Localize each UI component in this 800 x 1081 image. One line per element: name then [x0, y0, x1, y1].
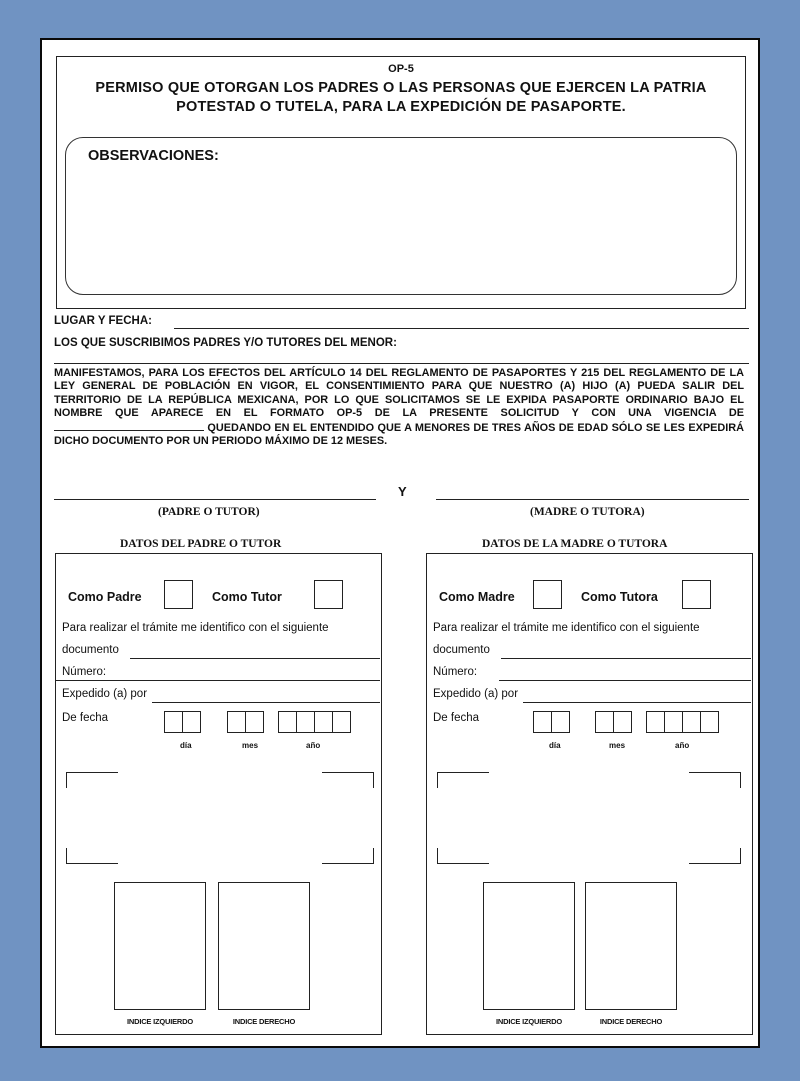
left-fingerprint-box[interactable] — [114, 882, 206, 1010]
issued-by-field[interactable] — [152, 702, 380, 703]
photo-corner-tr — [689, 772, 741, 788]
place-date-label: LUGAR Y FECHA: — [54, 315, 152, 327]
form-title-line1: PERMISO QUE OTORGAN LOS PADRES O LAS PERSONAS QUE EJERCEN LA PATRIA — [95, 80, 707, 96]
as-tutora-checkbox[interactable] — [682, 580, 711, 609]
validity-field[interactable] — [54, 421, 204, 431]
as-tutora-label: Como Tutora — [581, 590, 658, 604]
as-mother-checkbox[interactable] — [533, 580, 562, 609]
header-box — [56, 56, 746, 309]
left-index-label: INDICE IZQUIERDO — [127, 1017, 193, 1026]
day-boxes[interactable] — [533, 711, 569, 733]
as-tutor-label: Como Tutor — [212, 590, 282, 604]
as-mother-label: Como Madre — [439, 590, 515, 604]
photo-corner-tr — [322, 772, 374, 788]
left-fingerprint-box[interactable] — [483, 882, 575, 1010]
number-field[interactable] — [499, 680, 751, 681]
date-label: De fecha — [433, 712, 480, 724]
conjunction-y: Y — [398, 484, 407, 499]
left-index-label: INDICE IZQUIERDO — [496, 1017, 562, 1026]
photo-corner-tl — [437, 772, 489, 788]
month-boxes[interactable] — [595, 711, 631, 733]
consent-text-part1: MANIFESTAMOS, PARA LOS EFECTOS DEL ARTÍCULO 14 DEL REGLAMENTO DE PASAPORTES Y 215 DEL REGLAMENTO DE LA LEY GENERAL DE POBLACIÓN EN VIGOR, EL CONSENTIMIENTO PARA QUE NUESTRO (A) HIJO (A) PUEDA SALIR DEL TERRITORIO DE LA REPÚBLICA MEXICANA, POR LO QUE SOLICITAMOS SE LE EXPIDA PASAPORTE ORDINARIO BAJO EL NOMBRE QUE APARECE EN EL FORMATO OP-5 DE LA PRESENTE SOLICITUD Y CON UNA VIGENCIA DE — [54, 367, 744, 420]
consent-text-part2: QUEDANDO EN EL ENTENDIDO QUE A MENORES DE TRES AÑOS DE EDAD SÓLO SE LES EXPEDIRÁ DICHO DOCUMENTO POR UN PERIODO MÁXIMO DE 12 MESES. — [54, 421, 745, 448]
right-index-label: INDICE DERECHO — [232, 1017, 296, 1026]
as-father-label: Como Padre — [68, 590, 142, 604]
mother-panel — [426, 553, 753, 1035]
number-label: Número: — [433, 666, 478, 678]
day-label: día — [180, 741, 192, 750]
place-date-field[interactable] — [174, 328, 749, 329]
day-boxes[interactable] — [164, 711, 200, 733]
year-boxes[interactable] — [278, 711, 350, 733]
identify-text: Para realizar el trámite me identifico con el siguiente — [433, 622, 700, 634]
number-field[interactable] — [56, 680, 380, 681]
father-signature-label: (PADRE O TUTOR) — [158, 506, 260, 518]
mother-panel-heading: DATOS DE LA MADRE O TUTORA — [482, 538, 668, 550]
father-signature-line[interactable] — [54, 499, 376, 500]
photo-corner-tl — [66, 772, 118, 788]
photo-corner-bl — [66, 848, 118, 864]
year-boxes[interactable] — [646, 711, 718, 733]
document-label: documento — [62, 644, 119, 656]
right-fingerprint-box[interactable] — [585, 882, 677, 1010]
consent-paragraph — [54, 367, 744, 448]
as-tutor-checkbox[interactable] — [314, 580, 343, 609]
form-title — [77, 79, 725, 117]
minor-name-field[interactable] — [54, 363, 749, 364]
month-label: mes — [609, 741, 626, 750]
right-fingerprint-box[interactable] — [218, 882, 310, 1010]
observations-box[interactable] — [65, 137, 737, 295]
photo-corner-bl — [437, 848, 489, 864]
month-boxes[interactable] — [227, 711, 263, 733]
form-sheet — [40, 38, 760, 1048]
document-field[interactable] — [130, 658, 380, 659]
issued-by-field[interactable] — [523, 702, 751, 703]
month-label: mes — [242, 741, 259, 750]
photo-corner-br — [322, 848, 374, 864]
identify-text: Para realizar el trámite me identifico con el siguiente — [62, 622, 329, 634]
signers-label: LOS QUE SUSCRIBIMOS PADRES Y/O TUTORES DEL MENOR: — [54, 337, 397, 349]
father-panel — [55, 553, 382, 1035]
document-label: documento — [433, 644, 490, 656]
observations-label: OBSERVACIONES: — [88, 148, 219, 164]
issued-by-label: Expedido (a) por — [62, 688, 148, 700]
day-label: día — [549, 741, 561, 750]
as-father-checkbox[interactable] — [164, 580, 193, 609]
year-label: año — [675, 741, 690, 750]
number-label: Número: — [62, 666, 107, 678]
year-label: año — [306, 741, 321, 750]
form-code: OP-5 — [388, 63, 414, 75]
issued-by-label: Expedido (a) por — [433, 688, 519, 700]
photo-corner-br — [689, 848, 741, 864]
mother-signature-line[interactable] — [436, 499, 749, 500]
right-index-label: INDICE DERECHO — [599, 1017, 663, 1026]
father-panel-heading: DATOS DEL PADRE O TUTOR — [120, 538, 282, 550]
form-title-line2: POTESTAD O TUTELA, PARA LA EXPEDICIÓN DE PASAPORTE. — [176, 99, 626, 115]
mother-signature-label: (MADRE O TUTORA) — [530, 506, 645, 518]
date-label: De fecha — [62, 712, 109, 724]
document-field[interactable] — [501, 658, 751, 659]
